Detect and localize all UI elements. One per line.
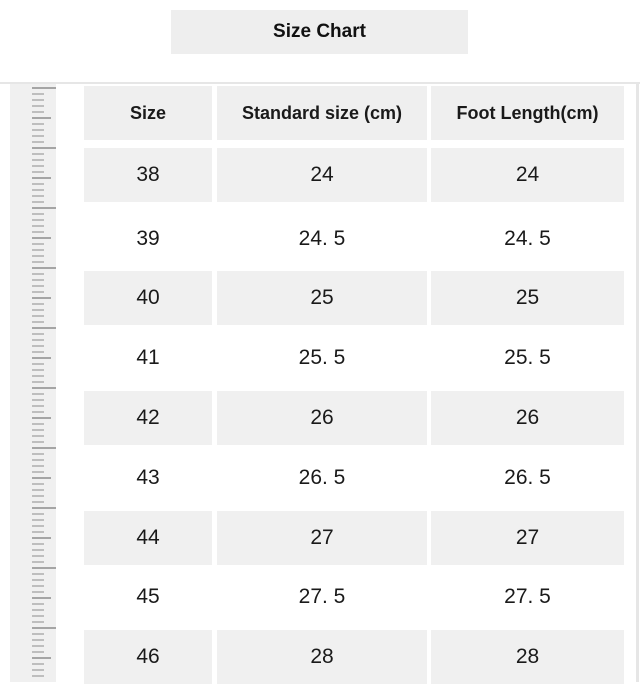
table-row [84,451,624,505]
table-row [84,271,624,325]
ruler-icon [10,84,56,682]
frame-top-border [0,82,640,84]
table-header-row [84,86,624,140]
standard-size-cell: 24 [217,148,427,202]
standard-size-cell: 24. 5 [298,227,346,250]
foot-length-cell: 25 [431,271,624,325]
header-size: Size [84,86,212,140]
table-row [84,331,624,385]
size-cell: 40 [84,271,212,325]
header-foot-length: Foot Length(cm) [431,86,624,140]
standard-size-cell: 26. 5 [298,466,346,489]
header-standard-size: Standard size (cm) [217,86,427,140]
size-cell: 39 [136,227,160,250]
table-row [84,630,624,684]
foot-length-cell: 27 [431,511,624,565]
standard-size-cell: 28 [217,630,427,684]
standard-size-cell: 25 [217,271,427,325]
table-row [84,148,624,202]
table-row [84,212,624,266]
size-cell: 44 [84,511,212,565]
size-cell: 38 [84,148,212,202]
size-cell: 45 [136,585,160,608]
foot-length-cell: 24 [431,148,624,202]
table-row [84,511,624,565]
foot-length-cell: 24. 5 [504,227,551,250]
size-cell: 41 [136,346,160,369]
table-row [84,570,624,624]
standard-size-cell: 26 [217,391,427,445]
page-title: Size Chart [171,10,468,54]
foot-length-cell: 27. 5 [504,585,551,608]
size-cell: 43 [136,466,160,489]
size-cell: 46 [84,630,212,684]
foot-length-cell: 26. 5 [504,466,551,489]
foot-length-cell: 26 [431,391,624,445]
standard-size-cell: 25. 5 [298,346,346,369]
standard-size-cell: 27. 5 [298,585,346,608]
size-cell: 42 [84,391,212,445]
foot-length-cell: 28 [431,630,624,684]
foot-length-cell: 25. 5 [504,346,551,369]
frame-right-border [636,82,639,682]
table-row [84,391,624,445]
standard-size-cell: 27 [217,511,427,565]
